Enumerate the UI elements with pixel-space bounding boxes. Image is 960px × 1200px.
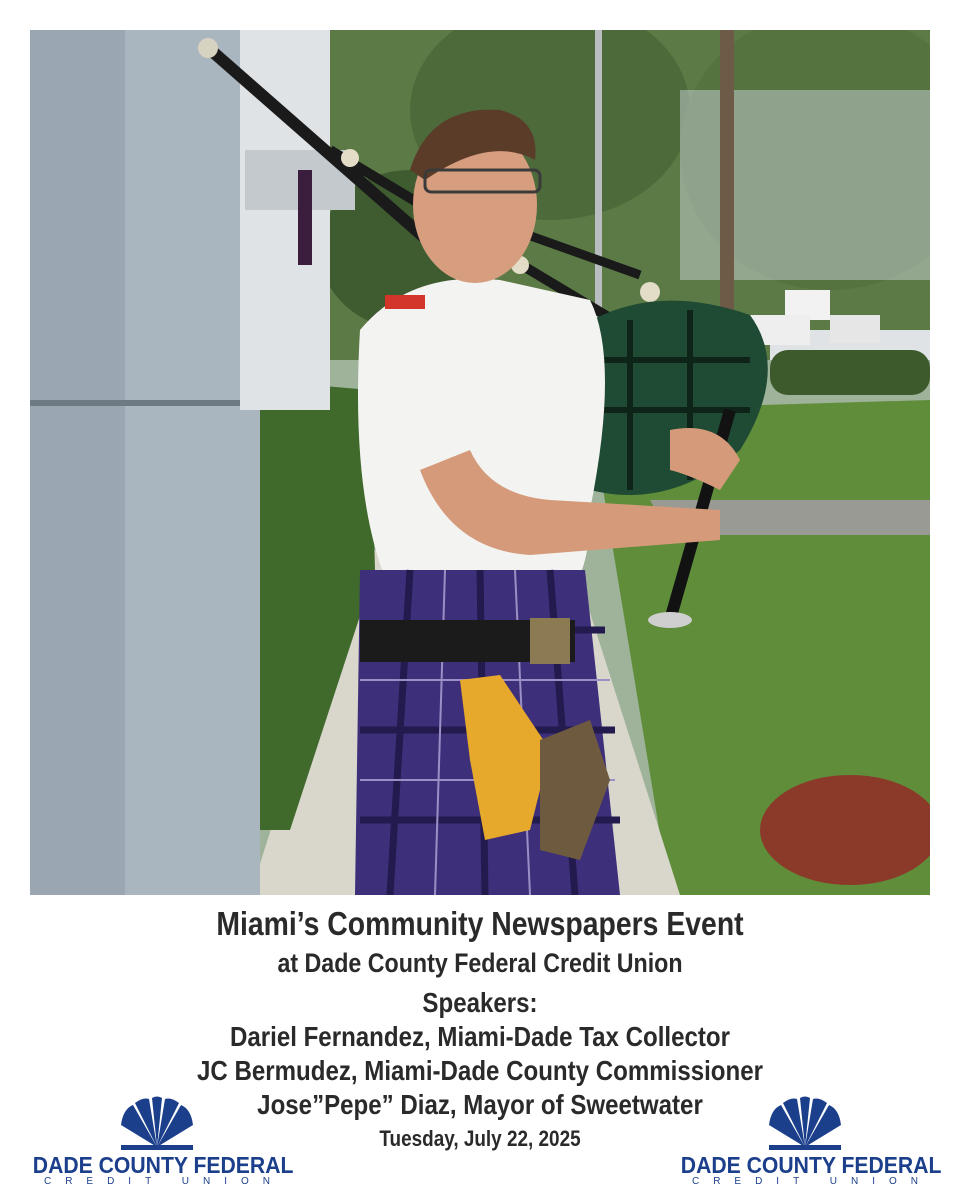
logo-tagline: CREDIT UNION	[691, 1176, 933, 1187]
bagpiper-photo	[30, 30, 930, 895]
event-subtitle: at Dade County Federal Credit Union	[277, 948, 683, 978]
event-date: Tuesday, July 22, 2025	[379, 1126, 581, 1151]
logo-name: DADE COUNTY FEDERAL	[680, 1152, 942, 1178]
shell-icon	[765, 1095, 845, 1151]
logo-name: DADE COUNTY FEDERAL	[32, 1152, 294, 1178]
event-photo	[30, 30, 930, 895]
dade-county-logo-left	[22, 1095, 292, 1190]
speaker-3: Jose”Pepe” Diaz, Mayor of Sweetwater	[257, 1089, 703, 1120]
speaker-1: Dariel Fernandez, Miami-Dade Tax Collector	[229, 1021, 731, 1052]
dade-county-logo-right	[670, 1095, 940, 1190]
speakers-heading: Speakers:	[422, 987, 538, 1018]
speaker-2: JC Bermudez, Miami-Dade County Commissioner	[197, 1055, 763, 1086]
shell-icon	[117, 1095, 197, 1151]
logo-tagline: CREDIT UNION	[43, 1176, 285, 1187]
event-title: Miami’s Community Newspapers Event	[216, 905, 744, 942]
